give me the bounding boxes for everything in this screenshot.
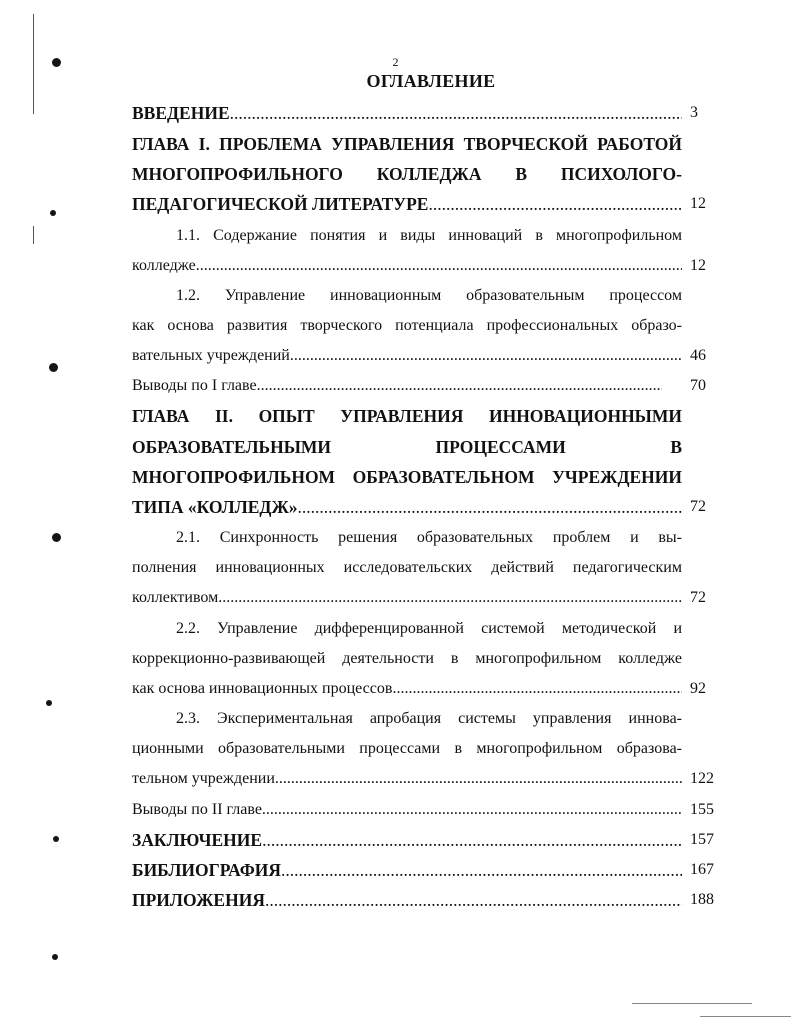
toc-page-number: 46 <box>690 347 706 364</box>
toc-chapter-heading-line: МНОГОПРОФИЛЬНОМ ОБРАЗОВАТЕЛЬНОМ УЧРЕЖДЕНИИ <box>132 467 682 487</box>
toc-title: ОГЛАВЛЕНИЕ <box>366 71 496 91</box>
toc-entry-conclusions-2[interactable] <box>132 800 682 820</box>
binding-edge-line <box>33 226 34 244</box>
toc-section-line: ционными образовательными процессами в многопрофильном образова- <box>132 740 682 757</box>
binding-hole-mark <box>52 954 58 960</box>
toc-entry-label: коллективом <box>132 589 219 606</box>
toc-page-number: 3 <box>690 104 698 121</box>
toc-chapter-heading-line: ГЛАВА II. ОПЫТ УПРАВЛЕНИЯ ИННОВАЦИОННЫМИ <box>132 406 682 426</box>
toc-section-line: 2.3. Экспериментальная апробация системы управления иннова- <box>176 710 682 727</box>
toc-entry-label: вательных учреждений <box>132 347 290 364</box>
toc-entry-label: ТИПА «КОЛЛЕДЖ» <box>132 497 298 517</box>
toc-entry-label: Выводы по I главе <box>132 377 257 394</box>
toc-entry-label: ПРИЛОЖЕНИЯ <box>132 890 265 910</box>
toc-entry-label: колледже <box>132 257 196 274</box>
toc-entry-conclusions-1[interactable] <box>132 376 662 396</box>
toc-entry-label: тельном учреждении <box>132 770 275 787</box>
toc-page-number: 92 <box>690 680 706 697</box>
toc-section-line: коррекционно-развивающей деятельности в многопрофильном колледже <box>132 650 682 667</box>
toc-section-line: 1.2. Управление инновационным образовательным процессом <box>176 287 682 304</box>
toc-entry-label: Выводы по II главе <box>132 801 262 818</box>
toc-entry-label: как основа инновационных процессов <box>132 680 393 697</box>
toc-entry-bibliography[interactable] <box>132 860 682 880</box>
toc-section-line: полнения инновационных исследовательских действий педагогическим <box>132 559 682 576</box>
toc-entry-section-2-1[interactable] <box>132 588 682 608</box>
toc-section-line: 2.1. Синхронность решения образовательных проблем и вы- <box>176 529 682 546</box>
toc-entry-section-2-3[interactable] <box>132 769 682 789</box>
toc-chapter-heading-line: МНОГОПРОФИЛЬНОГО КОЛЛЕДЖА В ПСИХОЛОГО- <box>132 164 682 184</box>
toc-section-line: 2.2. Управление дифференцированной системой методической и <box>176 620 682 637</box>
leader-dots <box>392 679 682 699</box>
toc-entry-conclusion[interactable] <box>132 830 682 850</box>
binding-hole-mark <box>50 210 56 216</box>
binding-hole-mark <box>52 533 61 542</box>
toc-section-line: как основа развития творческого потенциала профессиональных образо- <box>132 317 682 334</box>
leader-dots <box>196 256 682 276</box>
scan-edge-line <box>700 1016 791 1017</box>
leader-dots <box>275 769 682 789</box>
toc-entry-label: ЗАКЛЮЧЕНИЕ <box>132 830 263 850</box>
toc-entry-section-2-2[interactable] <box>132 679 682 699</box>
leader-dots <box>262 830 682 850</box>
toc-section-line: 1.1. Содержание понятия и виды инноваций в многопрофильном <box>176 227 682 244</box>
binding-hole-mark <box>46 700 52 706</box>
leader-dots <box>428 194 682 214</box>
leader-dots <box>298 497 683 517</box>
toc-entry-chapter-1[interactable] <box>132 194 682 214</box>
toc-entry-chapter-2[interactable] <box>132 497 682 517</box>
toc-page-number: 72 <box>690 498 706 515</box>
toc-page-number: 12 <box>690 257 706 274</box>
leader-dots <box>230 103 682 123</box>
leader-dots <box>262 800 682 820</box>
toc-page-number: 167 <box>690 861 714 878</box>
toc-page-number: 12 <box>690 195 706 212</box>
toc-chapter-heading-line: ГЛАВА I. ПРОБЛЕМА УПРАВЛЕНИЯ ТВОРЧЕСКОЙ РАБОТОЙ <box>132 134 682 154</box>
toc-entry-label: ВВЕДЕНИЕ <box>132 103 230 123</box>
leader-dots <box>257 376 662 396</box>
leader-dots <box>281 860 682 880</box>
page-number: 2 <box>392 55 399 69</box>
leader-dots <box>290 346 682 366</box>
toc-page-number: 72 <box>690 589 706 606</box>
toc-entry-section-1-1[interactable] <box>132 256 682 276</box>
toc-entry-appendices[interactable] <box>132 890 682 910</box>
toc-page-number: 157 <box>690 831 714 848</box>
leader-dots <box>265 890 682 910</box>
toc-page-number: 188 <box>690 891 714 908</box>
toc-page-number: 155 <box>690 801 714 818</box>
toc-chapter-heading-line: ОБРАЗОВАТЕЛЬНЫМИ ПРОЦЕССАМИ В <box>132 437 682 457</box>
scan-edge-line <box>632 1003 752 1004</box>
toc-page-number: 122 <box>690 770 714 787</box>
toc-entry-label: ПЕДАГОГИЧЕСКОЙ ЛИТЕРАТУРЕ <box>132 194 429 214</box>
binding-hole-mark <box>53 836 59 842</box>
toc-entry-section-1-2[interactable] <box>132 346 682 366</box>
leader-dots <box>218 588 682 608</box>
toc-entry-label: БИБЛИОГРАФИЯ <box>132 860 281 880</box>
toc-entry-introduction[interactable] <box>132 103 682 123</box>
toc-page-number: 70 <box>690 377 706 394</box>
binding-hole-mark <box>49 363 58 372</box>
